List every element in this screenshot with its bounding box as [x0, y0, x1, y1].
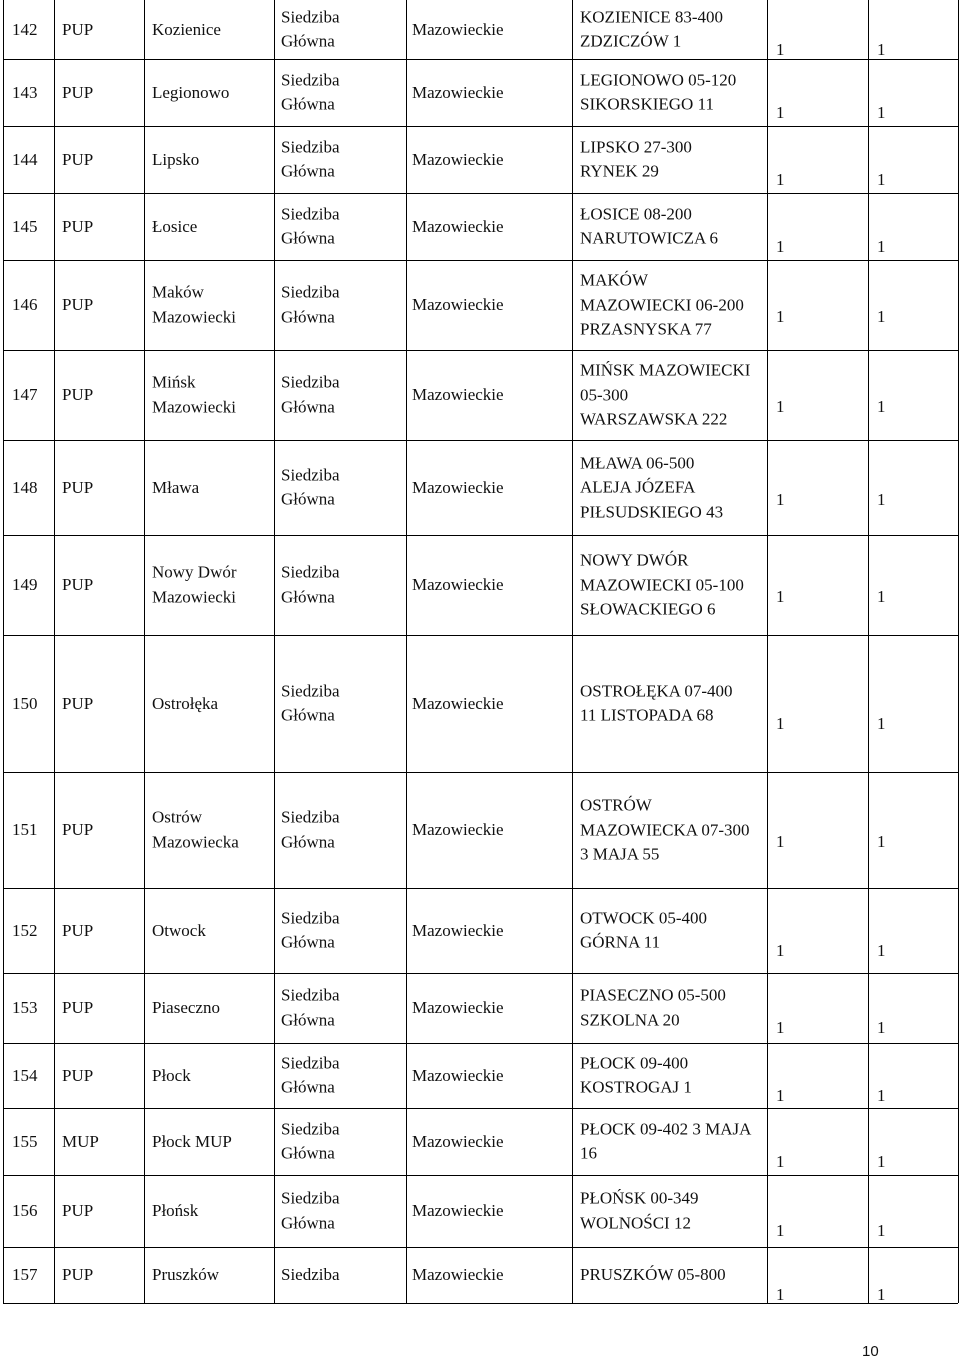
office-kind: Siedziba Główna: [281, 807, 340, 851]
count-1: 1: [776, 170, 785, 189]
office-address: PRUSZKÓW 05-800: [580, 1264, 726, 1284]
office-region: Mazowieckie: [412, 149, 504, 169]
row-number: 146: [12, 294, 38, 314]
office-kind: Siedziba Główna: [281, 465, 340, 509]
office-kind: Siedziba Główna: [281, 70, 340, 114]
office-region: Mazowieckie: [412, 1264, 504, 1284]
office-type: PUP: [62, 216, 94, 236]
table-row: [0, 350, 960, 440]
count-1: 1: [776, 714, 785, 733]
office-address: PŁOCK 09-400 KOSTROGAJ 1: [580, 1053, 692, 1097]
row-number: 154: [12, 1065, 38, 1085]
office-kind: Siedziba Główna: [281, 204, 340, 248]
office-kind: Siedziba Główna: [281, 7, 340, 51]
office-city: Mława: [152, 477, 200, 497]
row-number: 142: [12, 19, 38, 39]
office-type: PUP: [62, 19, 94, 39]
count-1: 1: [776, 941, 785, 960]
office-kind: Siedziba Główna: [281, 681, 340, 725]
office-kind: Siedziba Główna: [281, 1119, 340, 1163]
office-city: Płock: [152, 1065, 191, 1085]
office-address: LIPSKO 27-300 RYNEK 29: [580, 137, 692, 181]
count-2: 1: [877, 307, 886, 326]
office-address: KOZIENICE 83-400 ZDZICZÓW 1: [580, 7, 724, 51]
row-number: 150: [12, 693, 38, 713]
office-city: Ostrołęka: [152, 693, 219, 713]
office-type: PUP: [62, 693, 94, 713]
office-type: PUP: [62, 819, 94, 839]
table-row: [0, 59, 960, 126]
row-number: 153: [12, 997, 38, 1017]
office-region: Mazowieckie: [412, 294, 504, 314]
table-row: [0, 973, 960, 1043]
count-2: 1: [877, 1285, 886, 1304]
count-1: 1: [776, 490, 785, 509]
office-kind: Siedziba: [281, 1264, 340, 1284]
count-2: 1: [877, 832, 886, 851]
table-row: [0, 888, 960, 973]
table-row: [0, 0, 960, 59]
count-1: 1: [776, 103, 785, 122]
office-type: PUP: [62, 384, 94, 404]
count-2: 1: [877, 103, 886, 122]
office-region: Mazowieckie: [412, 1065, 504, 1085]
table-row: [0, 1108, 960, 1175]
count-1: 1: [776, 1285, 785, 1304]
row-number: 151: [12, 819, 38, 839]
office-city: Maków Mazowiecki: [152, 282, 237, 326]
count-2: 1: [877, 237, 886, 256]
count-2: 1: [877, 40, 886, 59]
count-1: 1: [776, 397, 785, 416]
table-row: [0, 635, 960, 772]
office-city: Płock MUP: [152, 1131, 232, 1151]
table-row: [0, 193, 960, 260]
office-address: MŁAWA 06-500 ALEJA JÓZEFA PIŁSUDSKIEGO 43: [580, 452, 724, 521]
office-address: ŁOSICE 08-200 NARUTOWICZA 6: [580, 204, 719, 248]
office-type: PUP: [62, 1264, 94, 1284]
office-kind: Siedziba Główna: [281, 372, 340, 416]
office-type: PUP: [62, 477, 94, 497]
table-row: [0, 440, 960, 535]
office-region: Mazowieckie: [412, 384, 504, 404]
count-2: 1: [877, 714, 886, 733]
office-address: MAKÓW MAZOWIECKI 06-200 PRZASNYSKA 77: [580, 270, 744, 339]
count-1: 1: [776, 1018, 785, 1037]
office-type: PUP: [62, 1065, 94, 1085]
table-row: [0, 535, 960, 635]
office-address: OTWOCK 05-400 GÓRNA 11: [580, 908, 708, 952]
office-region: Mazowieckie: [412, 574, 504, 594]
office-address: PŁOŃSK 00-349 WOLNOŚCI 12: [580, 1188, 699, 1232]
office-address: OSTROŁĘKA 07-400 11 LISTOPADA 68: [580, 681, 733, 725]
count-1: 1: [776, 40, 785, 59]
row-number: 143: [12, 82, 38, 102]
count-2: 1: [877, 1086, 886, 1105]
office-address: PŁOCK 09-402 3 MAJA 16: [580, 1119, 752, 1163]
office-city: Pruszków: [152, 1264, 220, 1284]
office-city: Łosice: [152, 216, 198, 236]
office-city: Otwock: [152, 920, 206, 940]
count-1: 1: [776, 237, 785, 256]
count-2: 1: [877, 587, 886, 606]
count-2: 1: [877, 490, 886, 509]
count-1: 1: [776, 832, 785, 851]
table-row: [0, 126, 960, 193]
office-city: Płońsk: [152, 1200, 199, 1220]
count-2: 1: [877, 1221, 886, 1240]
office-kind: Siedziba Główna: [281, 1188, 340, 1232]
row-number: 149: [12, 574, 38, 594]
office-type: PUP: [62, 574, 94, 594]
count-2: 1: [877, 397, 886, 416]
office-region: Mazowieckie: [412, 920, 504, 940]
office-kind: Siedziba Główna: [281, 282, 340, 326]
table-row: [0, 1175, 960, 1247]
row-number: 156: [12, 1200, 38, 1220]
row-number: 144: [12, 149, 38, 169]
office-type: MUP: [62, 1131, 99, 1151]
table-row: [0, 772, 960, 888]
office-region: Mazowieckie: [412, 82, 504, 102]
office-kind: Siedziba Główna: [281, 137, 340, 181]
office-address: LEGIONOWO 05-120 SIKORSKIEGO 11: [580, 70, 737, 114]
office-kind: Siedziba Główna: [281, 985, 340, 1029]
count-2: 1: [877, 1018, 886, 1037]
table-row: [0, 1247, 960, 1303]
count-1: 1: [776, 1086, 785, 1105]
office-region: Mazowieckie: [412, 819, 504, 839]
count-1: 1: [776, 307, 785, 326]
row-number: 155: [12, 1131, 38, 1151]
office-city: Lipsko: [152, 149, 200, 169]
office-city: Ostrów Mazowiecka: [152, 807, 239, 851]
office-type: PUP: [62, 294, 94, 314]
row-number: 147: [12, 384, 38, 404]
office-city: Nowy Dwór Mazowiecki: [152, 562, 237, 606]
office-city: Kozienice: [152, 19, 221, 39]
count-2: 1: [877, 941, 886, 960]
office-address: NOWY DWÓR MAZOWIECKI 05-100 SŁOWACKIEGO 6: [580, 550, 744, 619]
count-1: 1: [776, 1221, 785, 1240]
row-number: 145: [12, 216, 38, 236]
office-kind: Siedziba Główna: [281, 1053, 340, 1097]
row-number: 157: [12, 1264, 38, 1284]
count-2: 1: [877, 1152, 886, 1171]
office-type: PUP: [62, 920, 94, 940]
office-city: Piaseczno: [152, 997, 220, 1017]
office-region: Mazowieckie: [412, 1131, 504, 1151]
office-address: OSTRÓW MAZOWIECKA 07-300 3 MAJA 55: [580, 795, 750, 864]
office-kind: Siedziba Główna: [281, 908, 340, 952]
office-type: PUP: [62, 82, 94, 102]
row-number: 148: [12, 477, 38, 497]
row-number: 152: [12, 920, 38, 940]
count-1: 1: [776, 587, 785, 606]
office-region: Mazowieckie: [412, 477, 504, 497]
office-region: Mazowieckie: [412, 997, 504, 1017]
office-address: MIŃSK MAZOWIECKI 05-300 WARSZAWSKA 222: [580, 360, 751, 429]
count-1: 1: [776, 1152, 785, 1171]
count-2: 1: [877, 170, 886, 189]
table-row: [0, 1043, 960, 1108]
office-type: PUP: [62, 149, 94, 169]
office-region: Mazowieckie: [412, 216, 504, 236]
office-region: Mazowieckie: [412, 1200, 504, 1220]
table-row-rule: [3, 1303, 958, 1304]
office-city: Legionowo: [152, 82, 230, 102]
office-type: PUP: [62, 997, 94, 1017]
office-city: Mińsk Mazowiecki: [152, 372, 237, 416]
office-type: PUP: [62, 1200, 94, 1220]
table-row: [0, 260, 960, 350]
page-number: 10: [862, 1343, 879, 1360]
office-region: Mazowieckie: [412, 19, 504, 39]
office-kind: Siedziba Główna: [281, 562, 340, 606]
office-address: PIASECZNO 05-500 SZKOLNA 20: [580, 985, 726, 1029]
office-region: Mazowieckie: [412, 693, 504, 713]
